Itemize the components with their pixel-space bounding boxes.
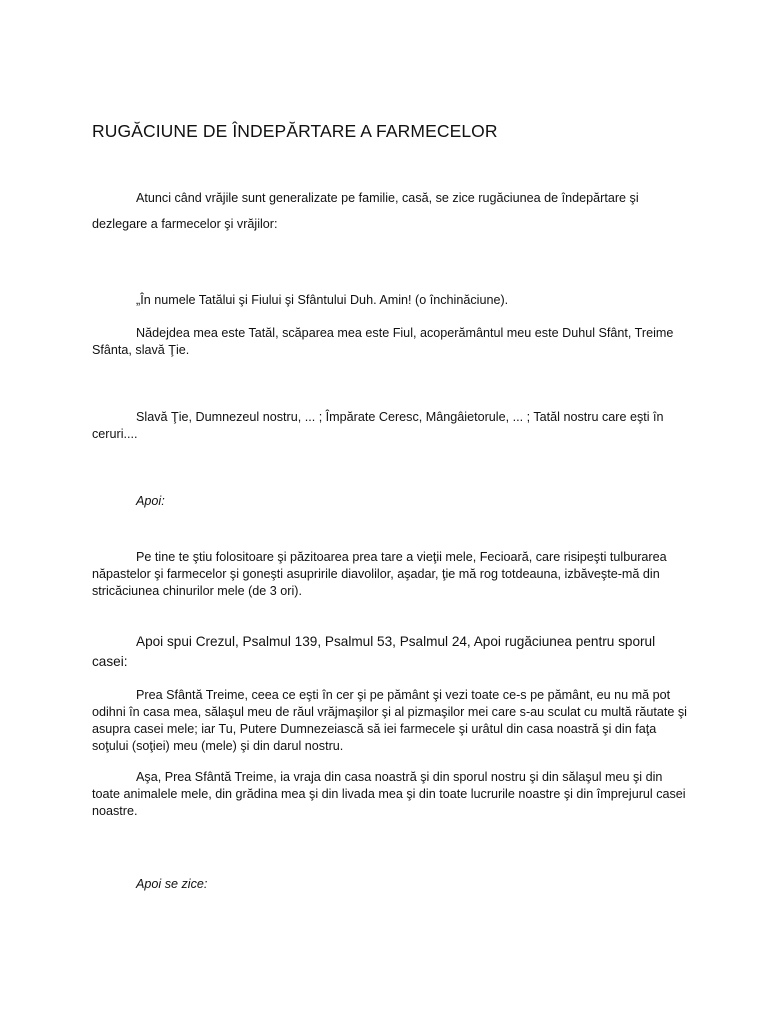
invocation-paragraph: „În numele Tatălui şi Fiului şi Sfântului Duh. Amin! (o închinăciune).: [136, 293, 509, 307]
trinity-take-spell-paragraph: Aşa, Prea Sfântă Treime, ia vraja din casa noastră şi din sporul nostru şi din sălaşul meu şi din toate animalele mele, din grădina mea şi din livada mea şi din toate lucrurile noastre şi din împrejurul casei noastre.: [92, 770, 686, 818]
virgin-prayer-paragraph: Pe tine te ştiu folositoare şi păzitoarea prea tare a vieţii mele, Fecioară, care risipeşti tulburarea năpastelor şi farmecelor şi goneşti asupririle diavolilor, aşadar, ţie mă rog totdeauna, izbăveşte-mă din stricăciunea chinurilor mele (de 3 ori).: [92, 550, 667, 598]
creed-paragraph: Apoi spui Crezul, Psalmul 139, Psalmul 53, Psalmul 24, Apoi rugăciunea pentru sporul casei:: [92, 634, 656, 669]
document-title: RUGĂCIUNE DE ÎNDEPĂRTARE A FARMECELOR: [92, 121, 498, 141]
glory-paragraph: Slavă Ţie, Dumnezeul nostru, ... ; Împărate Ceresc, Mângâietorule, ... ; Tatăl nostru care eşti în ceruri....: [92, 410, 664, 441]
then-say-label: Apoi se zice:: [136, 877, 208, 891]
then-label: Apoi:: [136, 494, 165, 508]
holy-trinity-paragraph: Prea Sfântă Treime, ceea ce eşti în cer şi pe pământ şi vezi toate ce-s pe pământ, eu nu mă pot odihni în casa mea, sălaşul meu de răul vrăjmaşilor şi al pizmaşilor mei care s-au sculat cu multă răutate şi asupra casei mele; iar Tu, Putere Dumnezeiască să iei farmecele şi urâtul din casa noastră şi din faţa soţului (soţiei) meu (mele) şi din darul nostru.: [92, 688, 687, 753]
hope-paragraph: Nădejdea mea este Tatăl, scăparea mea este Fiul, acoperământul meu este Duhul Sfânt, Treime Sfânta, slavă Ţie.: [92, 326, 674, 357]
intro-paragraph: Atunci când vrăjile sunt generalizate pe familie, casă, se zice rugăciunea de îndepărtare şi dezlegare a farmecelor şi vrăjilor:: [92, 191, 639, 231]
